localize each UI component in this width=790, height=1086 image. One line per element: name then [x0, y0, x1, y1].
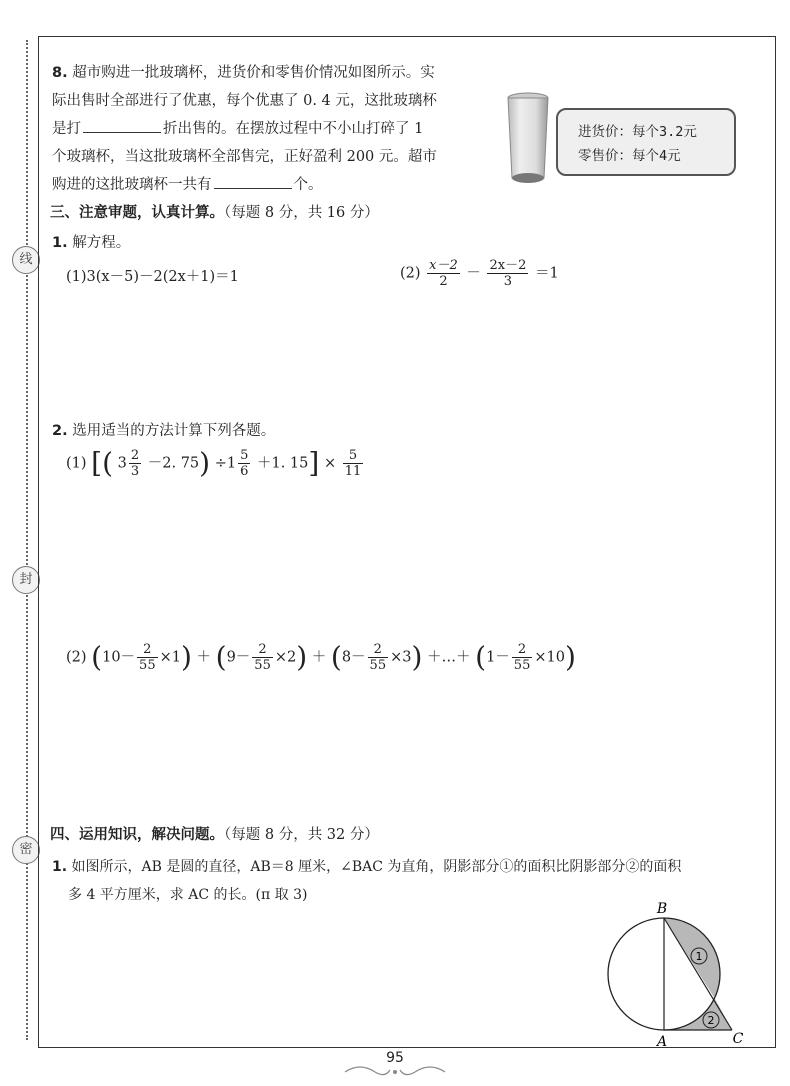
denominator: 55	[369, 658, 387, 673]
number: ÷1	[214, 455, 237, 472]
section-4-heading	[50, 824, 379, 846]
denominator: 2	[439, 274, 448, 289]
s3-q1-equation-2	[400, 258, 559, 289]
paren: (	[91, 640, 103, 674]
term: 8－	[341, 649, 366, 666]
fraction	[368, 642, 389, 673]
paren: (	[475, 640, 487, 674]
s3-q2-expression-1	[66, 448, 365, 479]
fraction	[252, 642, 273, 673]
numerator: 2	[512, 642, 533, 658]
number: ＋1. 15	[256, 455, 309, 472]
q8-number: 8.	[52, 65, 68, 81]
s3-q2	[52, 420, 275, 442]
price-info-box	[556, 108, 736, 176]
term: ×3	[390, 649, 412, 666]
q8-line-5	[52, 174, 323, 196]
s3-q1	[52, 232, 130, 254]
paren: )	[199, 446, 211, 480]
question-number: 2.	[52, 423, 68, 439]
purchase-price: 进货价：每个3.2元	[578, 124, 697, 140]
shaded-region-1	[664, 918, 720, 998]
numerator: 2	[130, 448, 140, 463]
denominator: 3	[503, 274, 513, 289]
s4-q1-line-2: 多 4 平方厘米，求 AC 的长。(π 取 3)	[68, 887, 308, 903]
answer-blank[interactable]	[214, 174, 292, 189]
numerator: 2	[368, 642, 389, 658]
operator: －	[466, 265, 481, 282]
answer-blank[interactable]	[83, 118, 161, 133]
q8-text: 购进的这批玻璃杯一共有	[52, 177, 212, 193]
fraction	[343, 448, 364, 479]
numerator: 5	[240, 448, 249, 463]
denominator: 55	[139, 658, 156, 673]
number: 3	[117, 455, 127, 472]
numerator: 2x－2	[489, 258, 527, 273]
q8-line-4: 个玻璃杯，当这批玻璃杯全部售完，正好盈利 200 元。超市	[52, 149, 437, 165]
term: 9－	[226, 649, 251, 666]
operator: ＋	[311, 649, 327, 666]
retail-price: 零售价：每个4元	[578, 148, 681, 164]
operator: ＋…＋	[427, 649, 471, 666]
q8-text: 是打	[52, 121, 81, 137]
paren: )	[180, 640, 192, 674]
term: ×10	[534, 649, 565, 666]
binding-mark: 线	[12, 246, 40, 274]
q8-line-1	[52, 62, 435, 84]
numerator: x－2	[429, 258, 458, 273]
fraction	[512, 642, 533, 673]
s3-q1-equation-1: (1)3(x－5)－2(2x＋1)＝1	[66, 269, 239, 285]
q8-line-3	[52, 118, 423, 140]
label-b: B	[656, 901, 668, 917]
paren: (	[215, 640, 227, 674]
s4-q1-line-1	[52, 856, 681, 878]
denominator: 55	[254, 658, 271, 673]
label-c: C	[732, 1031, 744, 1047]
section-score: （每题 8 分，共 32 分）	[224, 827, 379, 843]
bracket: [	[91, 446, 103, 480]
q8-text: 超市购进一批玻璃杯，进货价和零售价情况如图所示。实	[72, 65, 435, 81]
section-score: （每题 8 分，共 16 分）	[224, 205, 379, 221]
paren: )	[411, 640, 423, 674]
s3-q2-expression-2	[66, 642, 576, 673]
paren: )	[564, 640, 576, 674]
fraction	[137, 642, 158, 673]
paren: (	[330, 640, 342, 674]
paren: )	[296, 640, 308, 674]
denominator: 11	[344, 464, 362, 479]
eq-label: (2)	[66, 649, 87, 666]
operator: ×	[323, 455, 337, 472]
section-title: 四、运用知识，解决问题。	[50, 827, 224, 843]
eq-label: (2)	[400, 265, 421, 282]
region-2-label: 2	[707, 1014, 715, 1027]
fraction	[427, 258, 460, 289]
page-number: 95	[386, 1050, 404, 1066]
binding-mark: 封	[12, 566, 40, 594]
q8-text: 个。	[293, 177, 323, 193]
numerator: 5	[343, 448, 364, 464]
region-1-label: 1	[695, 950, 703, 963]
term: 10－	[102, 649, 136, 666]
q8-line-2: 际出售时全部进行了优惠，每个优惠了 0. 4 元，这批玻璃杯	[52, 93, 437, 109]
numerator: 2	[252, 642, 273, 658]
glass-cup-image	[506, 92, 550, 186]
term: 1－	[486, 649, 510, 666]
section-title: 三、注意审题，认真计算。	[50, 205, 224, 221]
question-text: 如图所示，AB 是圆的直径，AB＝8 厘米，∠BAC 为直角，阴影部分①的面积比阴影部分②的面积	[71, 859, 682, 875]
q8-text: 折出售的。在摆放过程中不小山打碎了 1	[163, 121, 424, 137]
term: ×2	[274, 649, 297, 666]
question-number: 1.	[52, 235, 68, 251]
question-text: 选用适当的方法计算下列各题。	[72, 423, 276, 439]
operator: ＝1	[534, 265, 559, 282]
question-number: 1.	[52, 859, 68, 875]
label-a: A	[656, 1034, 668, 1050]
circle-triangle-figure	[600, 900, 760, 1050]
fraction	[129, 448, 141, 479]
question-text: 解方程。	[72, 235, 131, 251]
fraction	[238, 448, 250, 479]
numerator: 2	[137, 642, 158, 658]
denominator: 55	[513, 658, 531, 673]
denominator: 3	[130, 464, 140, 479]
operator: ＋	[196, 649, 212, 666]
binding-mark: 密	[12, 836, 40, 864]
denominator: 6	[240, 464, 249, 479]
paren: (	[102, 446, 114, 480]
fraction	[487, 258, 528, 289]
number: －2. 75	[147, 455, 200, 472]
bracket: ]	[308, 446, 320, 480]
section-3-heading	[50, 202, 379, 224]
binding-dotted-line	[26, 40, 28, 1040]
eq-label: (1)	[66, 455, 87, 472]
term: ×1	[159, 649, 181, 666]
